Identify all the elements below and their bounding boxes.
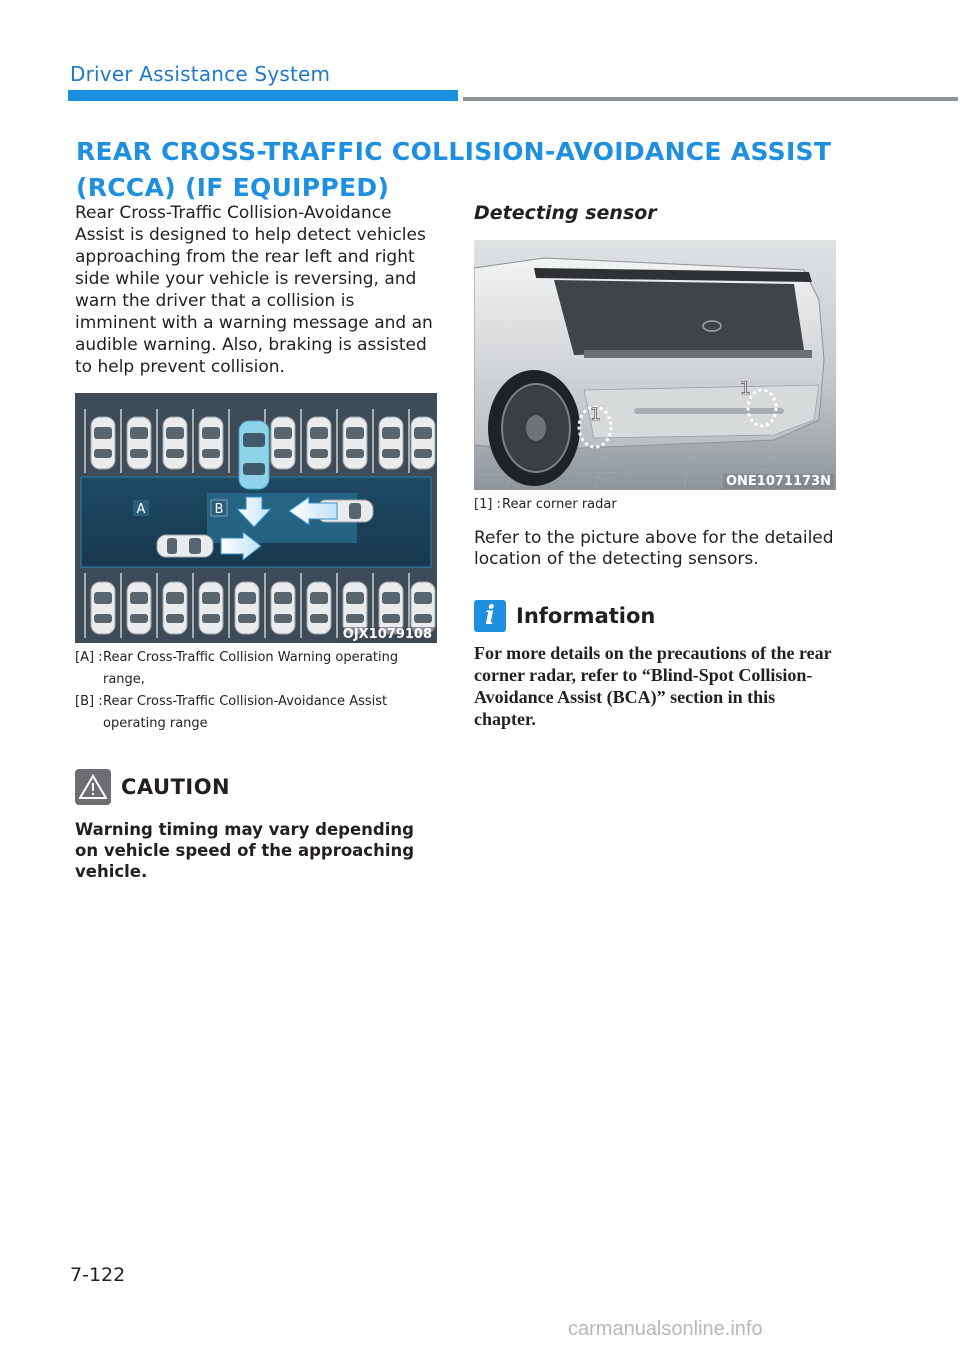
reversing-vehicle — [239, 421, 269, 489]
section-title — [76, 134, 876, 206]
caption-key: [B] : — [75, 694, 103, 709]
figure-code: OJX1079108 — [340, 627, 435, 642]
photo-code: ONE1071173N — [723, 474, 834, 489]
label-b — [211, 500, 227, 517]
caption-text: Rear Cross-Traffic Collision-Avoidance Assist operating range — [103, 694, 388, 731]
information-text: For more details on the precautions of the rear corner radar, refer to “Blind-Spot Collision-Avoidance Assist (BCA)” section in this chapter. — [474, 643, 832, 729]
sensor-note: Refer to the picture above for the detailed location of the detecting sensors. — [474, 528, 834, 569]
radar-marker-left: 1 — [590, 405, 601, 425]
parking-illustration — [75, 393, 437, 643]
section-title-line2: (RCCA) (IF EQUIPPED) — [76, 173, 390, 202]
rear-vehicle-illustration — [474, 240, 836, 490]
caution-heading — [75, 769, 437, 805]
rear-wheel — [488, 370, 580, 486]
header-accent-bar — [68, 90, 458, 101]
page-number: 7-122 — [70, 1264, 126, 1286]
figure-captions — [75, 647, 437, 735]
caption-row — [75, 691, 437, 735]
parking-diagram — [75, 393, 437, 643]
caution-text: Warning timing may vary depending on vehicle speed of the approaching vehicle. — [75, 820, 415, 881]
section-title-line1: REAR CROSS-TRAFFIC COLLISION-AVOIDANCE ASSIST — [76, 137, 832, 166]
header-rule — [463, 97, 958, 101]
caption-row — [474, 494, 836, 516]
rear-vehicle-photo — [474, 240, 836, 490]
caption-key: [A] : — [75, 650, 103, 665]
running-header: Driver Assistance System — [70, 62, 331, 86]
caption-key: [1] : — [474, 497, 501, 512]
left-column — [75, 202, 437, 882]
intro-paragraph: Rear Cross-Traffic Collision-Avoidance Assist is designed to help detect vehicles approaching from the rear left and right side while your vehicle is reversing, and warn the driver that a collision is imminent with a warning message and an audible warning. Also, braking is assisted to help prevent collision. — [75, 203, 433, 377]
caption-text: Rear Cross-Traffic Collision Warning operating range, — [103, 650, 399, 687]
caption-text: Rear corner radar — [502, 497, 617, 512]
information-heading — [474, 600, 836, 632]
warning-triangle-icon — [75, 769, 111, 805]
radar-marker-right: 1 — [740, 379, 751, 399]
info-icon: i — [474, 600, 506, 632]
information-label: Information — [516, 604, 656, 628]
label-b-text: B — [214, 502, 224, 517]
label-a — [133, 500, 149, 517]
detecting-sensor-title: Detecting sensor — [474, 202, 657, 224]
label-a-text: A — [136, 502, 146, 517]
right-column — [474, 202, 836, 730]
caption-row — [75, 647, 437, 691]
watermark: carmanualsonline.info — [568, 1318, 763, 1340]
caution-label: CAUTION — [121, 775, 231, 799]
photo-caption — [474, 494, 836, 516]
